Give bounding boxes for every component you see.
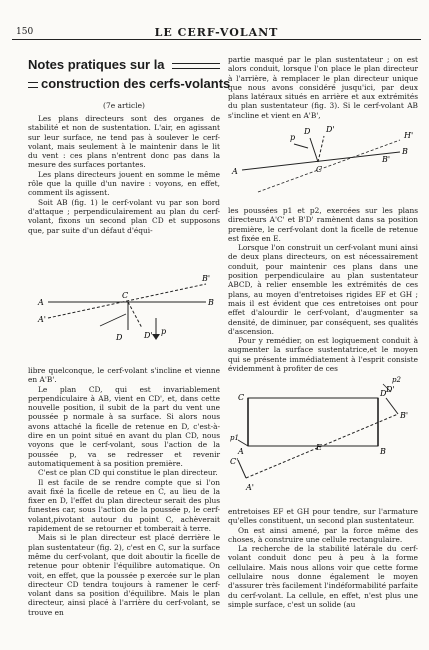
left-column-bottom xyxy=(28,366,220,617)
paragraph: libre quelconque, le cerf-volant s'incline et vienne en A'B'. xyxy=(28,366,220,385)
fig1-line-AprimeBprime xyxy=(48,284,206,318)
fig1-label-B: B xyxy=(208,298,214,307)
paragraph: Le plan CD, qui est invariablement perpendiculaire à AB, vient en CD', et, dans cette nouvelle position, il subit de la part du vent une poussée p normale à sa surface. Si alors nous avons attaché la ficelle de retenue en D, c'est-à-dire en un point situé en avant du plan CD, nous voyons que le cerf-volant, sous l'action de la poussée p, va se redresser et revenir automatiquement à sa position première. xyxy=(28,384,220,468)
paragraph: Lorsque l'on construit un cerf-volant muni ainsi de deux plans directeurs, on est nécessairement conduit, pour maintenir ces plans dans une position perpendiculaire au plan sustentateur ABCD, à relier ensemble les extrémités de ces plans, au moyen d'entretoises rigides EF et GH ; mais il est évident que ces entretoises ont pour effet d'alourdir le cerf-volant, d'augmenter sa densité, de diminuer, par conséquent, ses qualités d'ascension. xyxy=(228,243,418,336)
fig1-line-CDprime xyxy=(128,302,142,328)
right-column-top xyxy=(228,55,418,120)
fig3-label-C: C xyxy=(238,393,245,402)
paragraph: Pour y remédier, on est logiquement conduit à augmenter la surface sustentatrice,et le moyen qui se présente immédiatement à l'esprit consiste évidemment à profiter de ces xyxy=(228,336,418,374)
title-line-2: construction des cerfs-volants xyxy=(28,74,220,93)
article-subtitle: (7e article) xyxy=(103,101,145,110)
right-column-middle xyxy=(228,206,418,373)
fig3-label-Cprime: C' xyxy=(230,457,239,466)
paragraph: partie masqué par le plan sustentateur ; on est alors conduit, lorsque l'on place le plan directeur à l'arrière, à remplacer le plan directeur unique que nous avons considéré jusqu'ici, par deux plans latéraux situés en arrière et aux extrémités du plan sustentateur (fig. 3). Si le cerf-volant AB s'incline et vient en A'B', xyxy=(228,55,418,120)
fig2-line-CD xyxy=(310,138,318,162)
fig2-label-Dprime: D' xyxy=(326,125,335,134)
fig3-label-p1: p1 xyxy=(230,434,239,442)
fig2-line-CDprime xyxy=(318,136,324,162)
fig1-label-Bprime: B' xyxy=(202,274,211,283)
fig2-label-C: C xyxy=(316,165,323,174)
paragraph: Soit AB (fig. 1) le cerf-volant vu par son bord d'attaque ; perpendiculairement au plan du cerf-volant, fixons un second plan CD et supposons que, par suite d'un défaut d'équi- xyxy=(28,197,220,235)
article-title xyxy=(28,55,231,93)
fig2-label-p: p xyxy=(290,133,296,142)
fig3-label-A: A xyxy=(238,447,244,456)
title-rule-right xyxy=(172,63,220,69)
paragraph: C'est ce plan CD qui constitue le plan directeur. xyxy=(38,468,218,478)
figure-2 xyxy=(228,118,418,200)
fig1-label-Dprime: D' xyxy=(144,331,153,340)
fig2-label-D: D xyxy=(304,127,311,136)
right-column-bottom xyxy=(228,507,418,609)
fig1-label-p: p xyxy=(161,327,167,336)
running-title: LE CERF-VOLANT xyxy=(154,26,279,39)
fig2-label-Hprime: H' xyxy=(404,131,414,140)
paragraph: La recherche de la stabilité latérale du cerf-volant conduit donc peu à peu à la forme cellulaire. Mais nous allons voir que cette forme cellulaire nous donne également le moyen d'assurer très facilement l'indéformabilité parfaite du cerf-volant. La cellule, en effet, n'est plus une simple surface, c'est un solide (au xyxy=(228,544,418,609)
fig3-label-Aprime: A' xyxy=(246,483,254,492)
fig3-rect-ABCD xyxy=(248,398,378,446)
fig3-label-Bprime: B' xyxy=(400,411,409,420)
fig3-label-B: B xyxy=(380,447,386,456)
paragraph: Mais si le plan directeur est placé derrière le plan sustentateur (fig. 2), c'est en C, sur la surface même du cerf-volant, que doit aboutir la ficelle de retenue pour obtenir l'équilibre automatique. On voit, en effet, que la poussée p exercée sur le plan directeur CD tendra toujours à ramener le cerf-volant dans sa position d'équilibre. Mais le plan directeur, ainsi placé à l'arrière du cerf-volant, se trouve en xyxy=(28,533,220,617)
fig3-label-Dprime: D' xyxy=(386,385,395,394)
figure-1 xyxy=(30,268,220,358)
fig1-label-A: A xyxy=(38,298,44,307)
fig3-label-p2: p2 xyxy=(392,376,401,384)
page-header xyxy=(12,23,421,40)
fig3-label-D: D xyxy=(380,389,387,398)
fig2-label-B: B xyxy=(402,147,408,156)
fig3-arrow-p1 xyxy=(238,440,248,446)
title-rule-left xyxy=(28,82,38,88)
title-line-1: Notes pratiques sur la xyxy=(28,55,220,74)
paragraph: entretoises EF et GH pour tendre, sur l'armature qu'elles constituent, un second plan sustentateur. xyxy=(228,507,418,526)
paragraph: Il est facile de se rendre compte que si l'on avait fixé la ficelle de reteue en C, au lieu de la fixer en D, l'effet du plan directeur serait des plus funestes car, sous l'action de la poussée p, le cerf-volant,pivotant autour du point C, achèverait rapidement de se retourner et tomberait à terre. xyxy=(28,477,220,534)
page-number: 150 xyxy=(16,27,34,37)
fig2-label-A: A xyxy=(232,167,238,176)
fig2-label-Bprime: B' xyxy=(382,155,391,164)
fig1-label-C: C xyxy=(122,291,129,300)
fig1-string xyxy=(100,314,126,326)
fig1-label-D: D xyxy=(116,333,123,342)
fig1-label-Aprime: A' xyxy=(38,315,46,324)
figure-3 xyxy=(228,370,418,500)
fig3-label-E: E xyxy=(316,443,322,452)
fig3-plane-BprimeDprime xyxy=(386,398,398,414)
paragraph: Les plans directeurs sont des organes de stabilité et non de sustentation. L'air, en agissant sur leur surface, ne tend pas à soulever le cerf-volant, mais seulement à le maintenir dans le lit du vent : ces plans n'entrent donc pas dans la mesure des surfaces portantes. xyxy=(28,114,220,170)
paragraph: les poussées p1 et p2, exercées sur les plans directeurs A'C' et B'D' ramènent dans sa position première, le cerf-volant dont la ficelle de retenue est fixée en E. xyxy=(228,206,418,243)
paragraph: On est ainsi amené, par la force même des choses, à construire une cellule rectangulaire. xyxy=(228,525,418,544)
fig1-arrowhead xyxy=(152,334,160,340)
paragraph: Les plans directeurs jouent en somme le même rôle que la quille d'un navire : voyons, en effet, comment ils agissent. xyxy=(28,169,220,198)
fig2-arrow-p xyxy=(294,144,308,148)
left-column-top xyxy=(28,114,220,235)
fig3-plane-AprimeCprime xyxy=(238,460,246,478)
